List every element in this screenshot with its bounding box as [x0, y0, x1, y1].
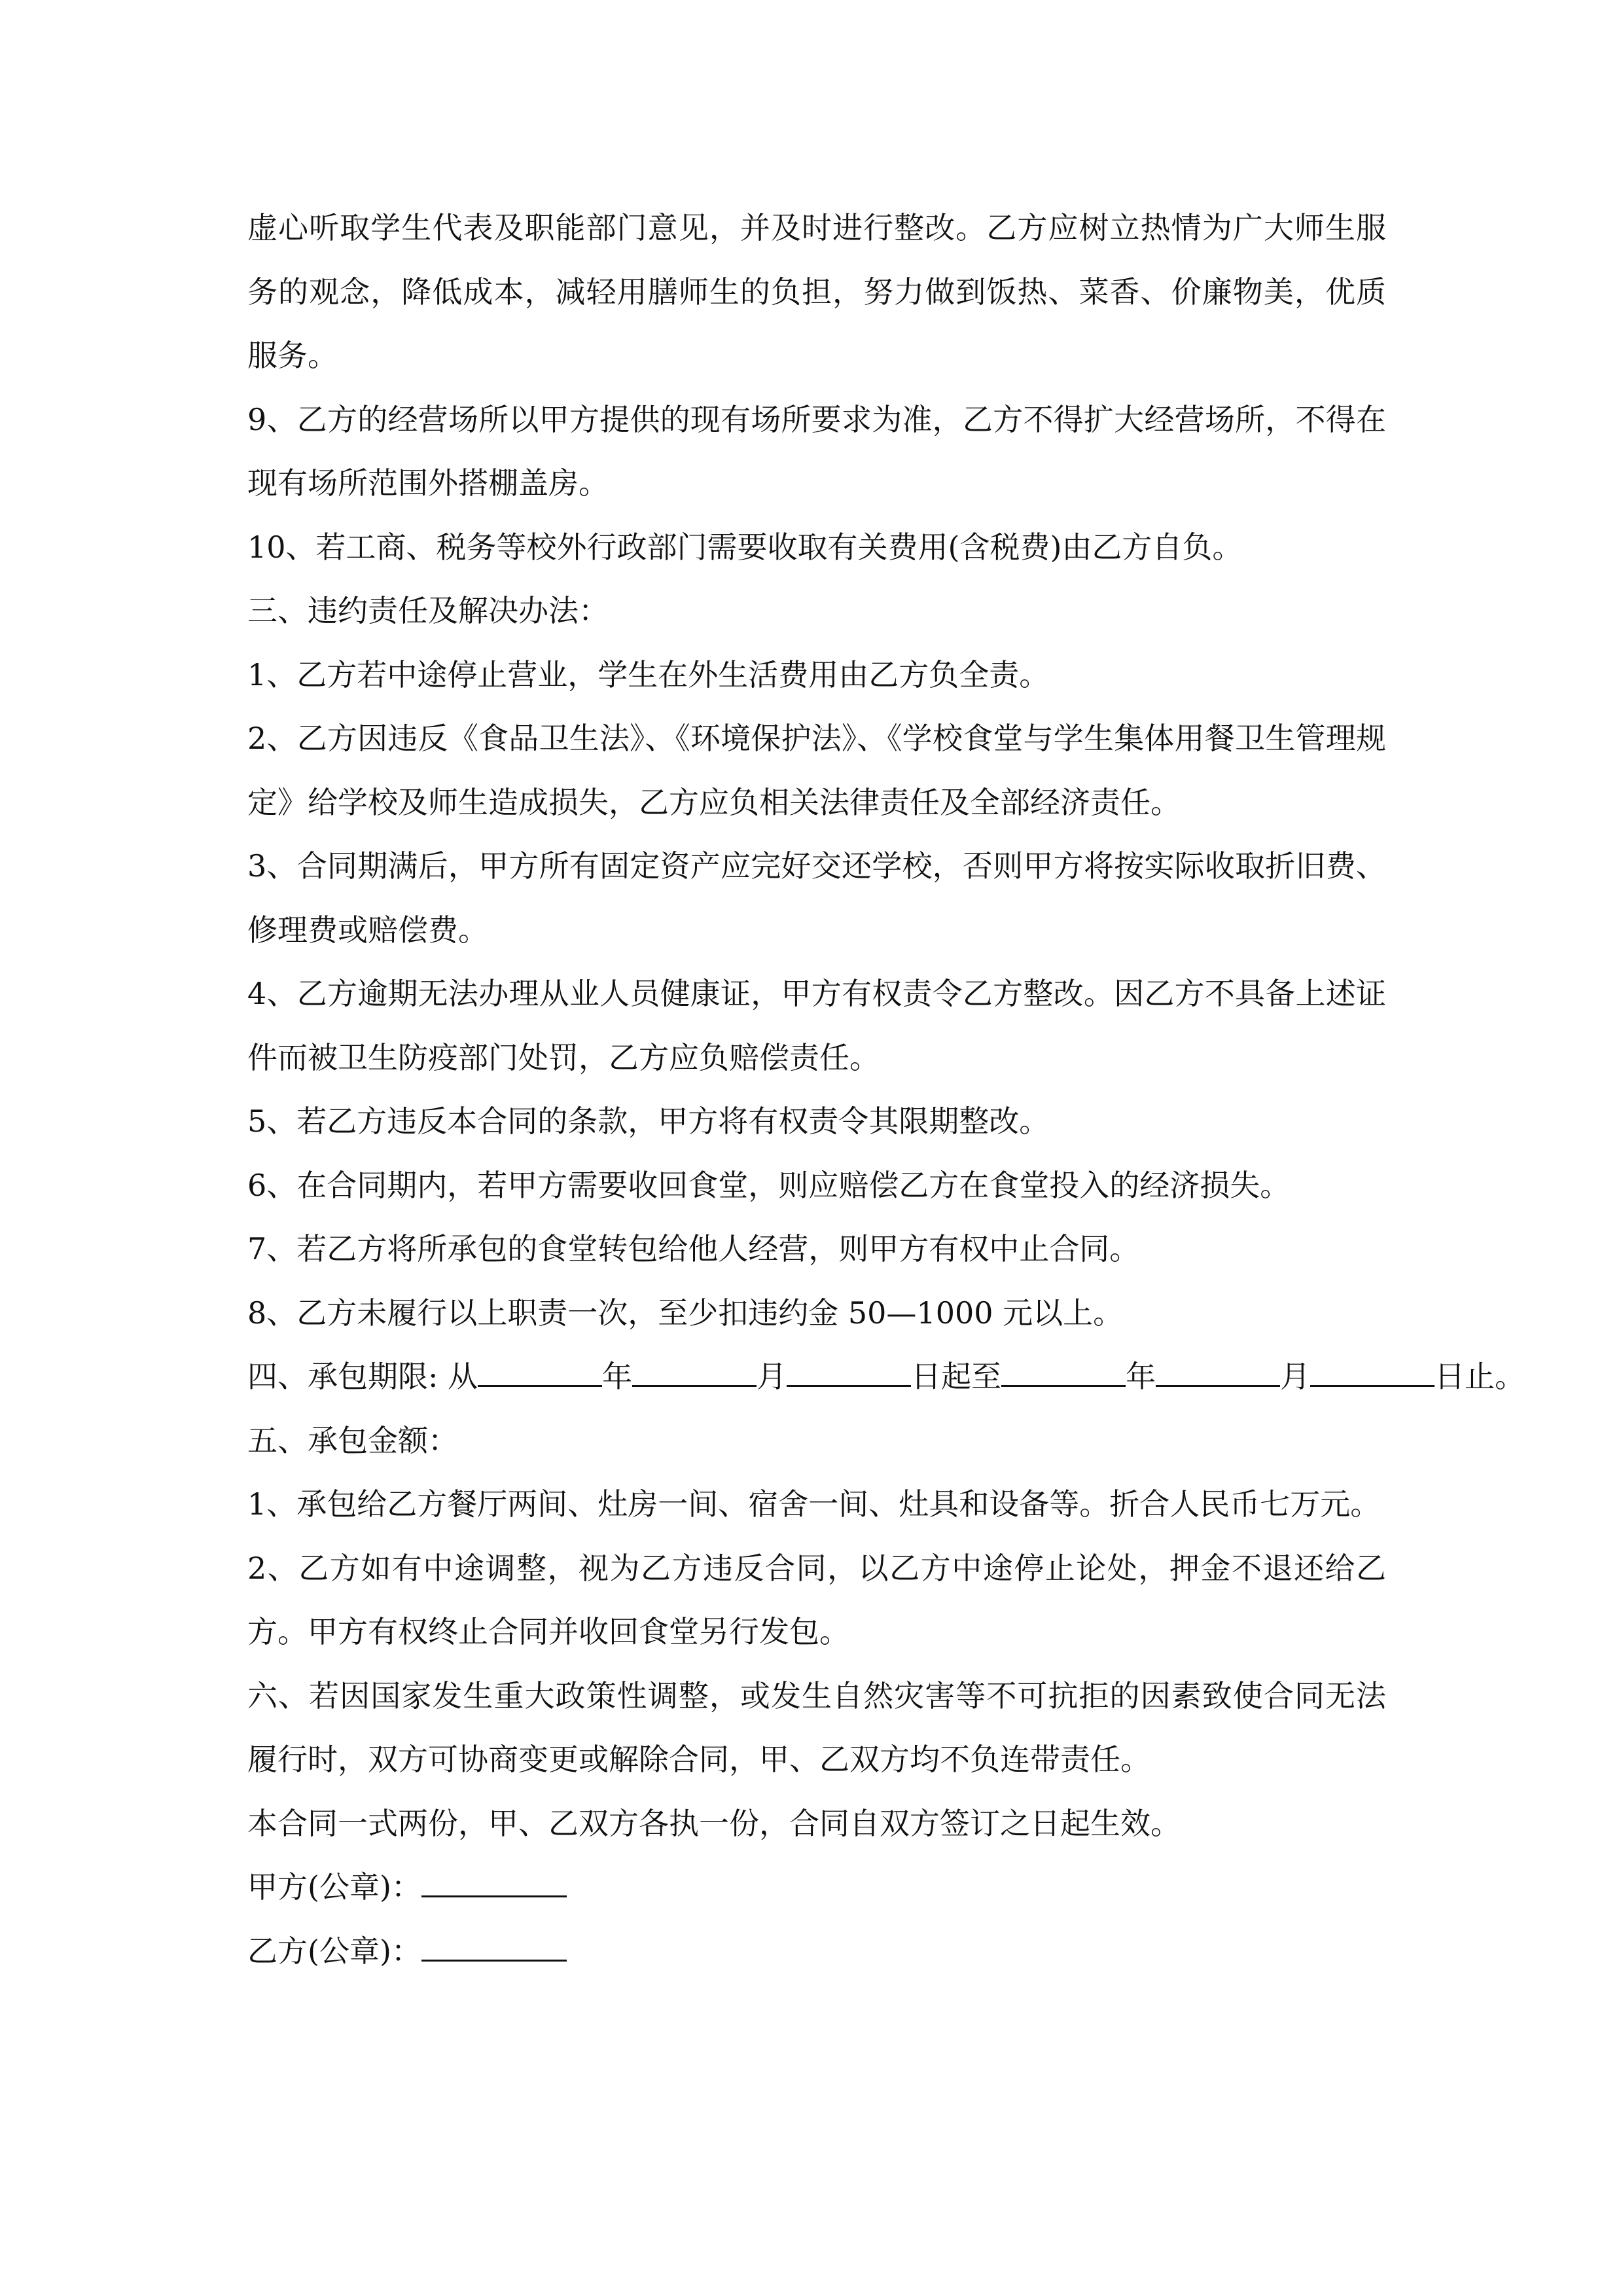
period-year-1: 年: [602, 1359, 633, 1394]
period-label: 四、承包期限: 从: [247, 1359, 478, 1394]
party-b-signature-line: [247, 1920, 1386, 1984]
period-year-2: 年: [1126, 1359, 1156, 1394]
breach-clause-7: 7、若乙方将所承包的食堂转包给他人经营，则甲方有权中止合同。: [247, 1231, 1140, 1266]
breach-clause-4: 4、乙方逾期无法办理从业人员健康证，甲方有权责令乙方整改。因乙方不具备上述证件而被卫生防疫部门处罚，乙方应负赔偿责任。: [247, 976, 1386, 1075]
breach-clause-5: 5、若乙方违反本合同的条款，甲方将有权责令其限期整改。: [247, 1103, 1050, 1139]
breach-clause-6: 6、在合同期内，若甲方需要收回食堂，则应赔偿乙方在食堂投入的经济损失。: [247, 1167, 1291, 1203]
start-year-blank[interactable]: [478, 1356, 602, 1387]
section-5-heading: 五、承包金额：: [247, 1422, 458, 1458]
end-year-blank[interactable]: [1001, 1356, 1126, 1387]
party-b-label: 乙方(公章)：: [247, 1933, 421, 1969]
amount-clause-2: 2、乙方如有中途调整，视为乙方违反合同，以乙方中途停止论处，押金不退还给乙方。甲方有权终止合同并收回食堂另行发包。: [247, 1550, 1386, 1649]
party-a-label: 甲方(公章)：: [247, 1869, 421, 1905]
contract-body: [247, 196, 1525, 1983]
party-b-signature-blank[interactable]: [421, 1931, 567, 1962]
period-day-1: 日起至: [911, 1359, 1002, 1394]
period-day-2: 日止。: [1435, 1359, 1525, 1394]
start-month-blank[interactable]: [632, 1356, 757, 1387]
party-a-signature-blank[interactable]: [421, 1867, 567, 1897]
party-a-signature-line: [247, 1856, 1386, 1920]
copies-statement: 本合同一式两份，甲、乙双方各执一份，合同自双方签订之日起生效。: [247, 1805, 1181, 1841]
clause-9-premises: 9、乙方的经营场所以甲方提供的现有场所要求为准，乙方不得扩大经营场所，不得在现有场所范围外搭棚盖房。: [247, 401, 1386, 501]
end-month-blank[interactable]: [1156, 1356, 1280, 1387]
section-6-force-majeure: 六、若因国家发生重大政策性调整，或发生自然灾害等不可抗拒的因素致使合同无法履行时，双方可协商变更或解除合同，甲、乙双方均不负连带责任。: [247, 1677, 1386, 1777]
clause-10-fees: 10、若工商、税务等校外行政部门需要收取有关费用(含税费)由乙方自负。: [247, 529, 1243, 565]
start-day-blank[interactable]: [787, 1356, 911, 1387]
breach-clause-2: 2、乙方因违反《食品卫生法》、《环境保护法》、《学校食堂与学生集体用餐卫生管理规定》给学校及师生造成损失，乙方应负相关法律责任及全部经济责任。: [247, 721, 1386, 820]
paragraph-service-requirements: 虚心听取学生代表及职能部门意见，并及时进行整改。乙方应树立热情为广大师生服务的观念，降低成本，减轻用膳师生的负担，努力做到饭热、菜香、价廉物美，优质服务。: [247, 210, 1386, 373]
amount-clause-1: 1、承包给乙方餐厅两间、灶房一间、宿舍一间、灶具和设备等。折合人民币七万元。: [247, 1486, 1381, 1522]
end-day-blank[interactable]: [1310, 1356, 1435, 1387]
breach-clause-1: 1、乙方若中途停止营业，学生在外生活费用由乙方负全责。: [247, 656, 1050, 692]
contract-period-line: [247, 1345, 1525, 1409]
breach-clause-3: 3、合同期满后，甲方所有固定资产应完好交还学校，否则甲方将按实际收取折旧费、修理费或赔偿费。: [247, 848, 1386, 948]
section-3-heading: 三、违约责任及解决办法：: [247, 593, 609, 628]
breach-clause-8: 8、乙方未履行以上职责一次，至少扣违约金 50—1000 元以上。: [247, 1295, 1124, 1331]
period-month-2: 月: [1280, 1359, 1311, 1394]
period-month-1: 月: [757, 1359, 787, 1394]
